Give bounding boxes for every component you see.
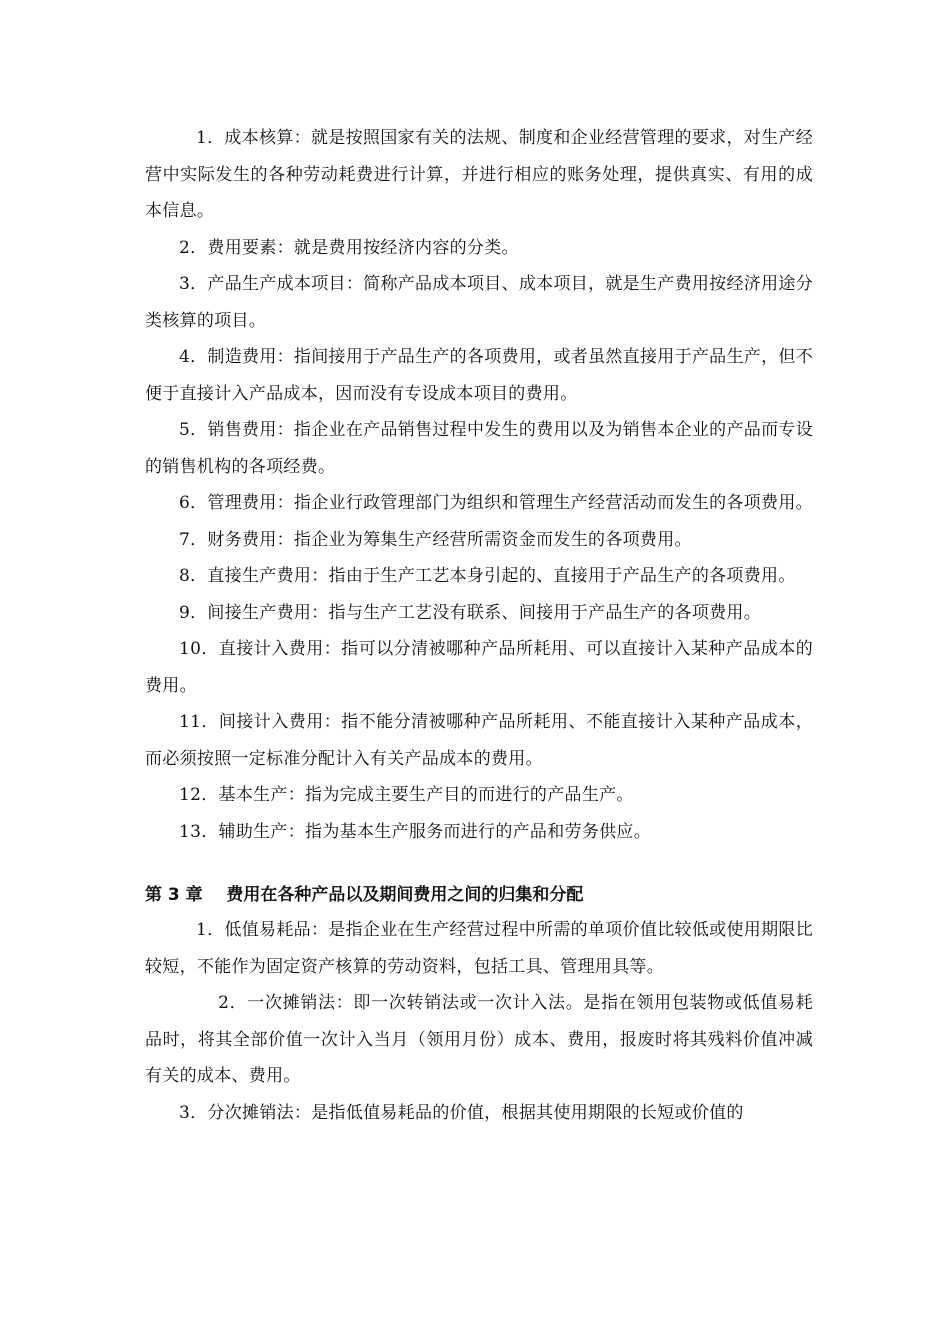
chapter-heading: 第 3 章 费用在各种产品以及期间费用之间的归集和分配 bbox=[145, 885, 584, 905]
definition-paragraph: 4．制造费用：指间接用于产品生产的各项费用，或者虽然直接用于产品生产，但不便于直接计入产品成本，因而没有专设成本项目的费用。 bbox=[145, 347, 813, 404]
definition-paragraph: 11．间接计入费用：指不能分清被哪种产品所耗用、不能直接计入某种产品成本，而必须按照一定标准分配计入有关产品成本的费用。 bbox=[145, 712, 813, 769]
definition-paragraph: 7．财务费用：指企业为筹集生产经营所需资金而发生的各项费用。 bbox=[179, 529, 692, 550]
definition-paragraph: 1．低值易耗品：是指企业在生产经营过程中所需的单项价值比较低或使用期限比较短，不能作为固定资产核算的劳动资料，包括工具、管理用具等。 bbox=[145, 920, 813, 977]
definition-paragraph: 3．产品生产成本项目：简称产品成本项目、成本项目，就是生产费用按经济用途分类核算的项目。 bbox=[145, 274, 813, 331]
chapter-3-section bbox=[145, 878, 813, 1131]
definition-paragraph: 2．费用要素：就是费用按经济内容的分类。 bbox=[179, 237, 519, 258]
definition-paragraph: 9．间接生产费用：指与生产工艺没有联系、间接用于产品生产的各项费用。 bbox=[179, 602, 762, 623]
definition-paragraph: 10．直接计入费用：指可以分清被哪种产品所耗用、可以直接计入某种产品成本的费用。 bbox=[145, 639, 813, 696]
definition-paragraph: 2．一次摊销法：即一次转销法或一次计入法。是指在领用包装物或低值易耗品时，将其全部价值一次计入当月（领用月份）成本、费用，报废时将其残料价值冲减有关的成本、费用。 bbox=[145, 993, 813, 1086]
document-body bbox=[145, 120, 813, 1131]
definition-paragraph: 6．管理费用：指企业行政管理部门为组织和管理生产经营活动而发生的各项费用。 bbox=[179, 493, 813, 513]
definition-paragraph: 8．直接生产费用：指由于生产工艺本身引起的、直接用于产品生产的各项费用。 bbox=[179, 566, 796, 586]
definition-paragraph: 1．成本核算：就是按照国家有关的法规、制度和企业经营管理的要求，对生产经营中实际发生的各种劳动耗费进行计算，并进行相应的账务处理，提供真实、有用的成本信息。 bbox=[145, 128, 813, 221]
definition-paragraph: 3．分次摊销法：是指低值易耗品的价值，根据其使用期限的长短或价值的 bbox=[179, 1102, 744, 1123]
definition-paragraph: 13．辅助生产：指为基本生产服务而进行的产品和劳务供应。 bbox=[179, 821, 652, 842]
definition-paragraph: 5．销售费用：指企业在产品销售过程中发生的费用以及为销售本企业的产品而专设的销售机构的各项经费。 bbox=[145, 420, 813, 477]
definition-paragraph: 12．基本生产：指为完成主要生产目的而进行的产品生产。 bbox=[179, 785, 634, 805]
